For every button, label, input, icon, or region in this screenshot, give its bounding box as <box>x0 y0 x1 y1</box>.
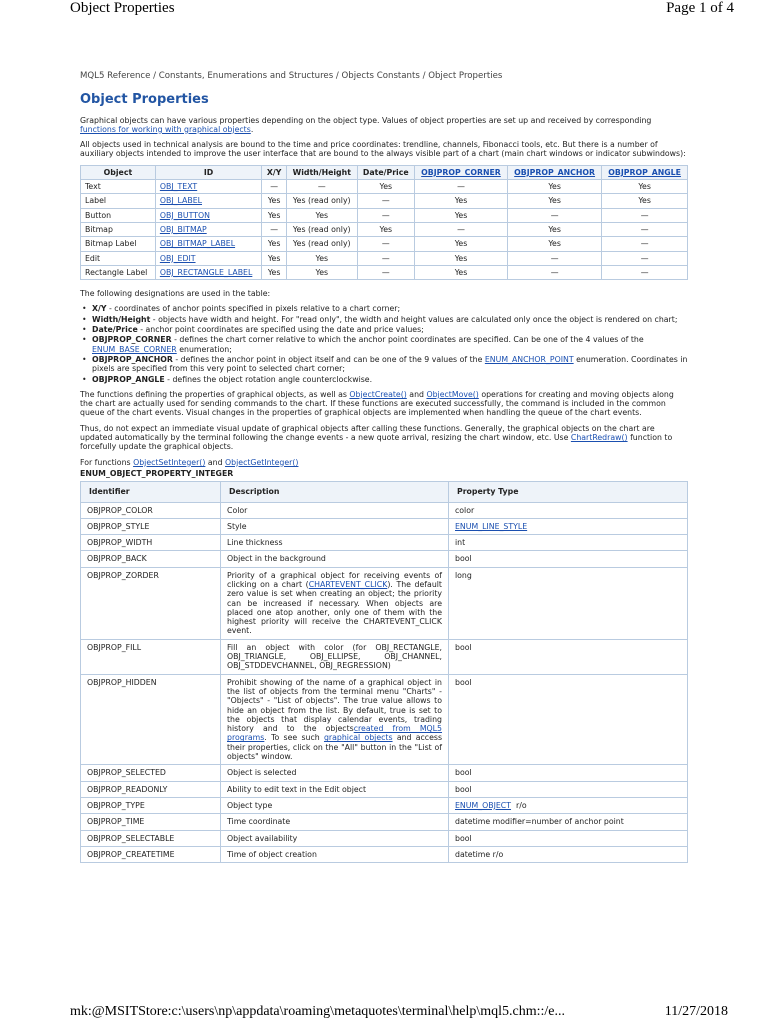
object-id-link[interactable]: OBJ_RECTANGLE_LABEL <box>159 267 253 277</box>
table-cell <box>155 265 261 279</box>
objects-table-header-cell: Width/Height <box>286 165 357 179</box>
table-row <box>81 502 688 518</box>
breadcrumb: MQL5 Reference / Constants, Enumerations and Structures / Objects Constants / Object Properties <box>80 71 503 81</box>
table-cell: — <box>415 180 508 194</box>
property-table-header-cell: Property Type <box>449 482 688 502</box>
table-row <box>81 846 688 862</box>
term: X/Y <box>92 304 107 314</box>
table-cell: Yes <box>415 265 508 279</box>
type-cell: bool <box>449 551 688 567</box>
description-link[interactable]: graphical objects <box>323 733 393 743</box>
description-cell: Style <box>221 518 449 534</box>
table-cell: Bitmap Label <box>81 237 156 251</box>
table-cell: — <box>602 222 688 236</box>
for-functions-line <box>80 458 688 467</box>
header-title: Object Properties <box>70 0 175 16</box>
type-link[interactable]: ENUM_OBJECT <box>455 800 512 810</box>
table-row <box>81 518 688 534</box>
table-cell: Bitmap <box>81 222 156 236</box>
table-cell: Yes <box>286 208 357 222</box>
table-cell: Yes <box>262 237 287 251</box>
table-cell: — <box>415 222 508 236</box>
objectmove-link[interactable]: ObjectMove() <box>426 389 479 399</box>
table-cell: — <box>602 251 688 265</box>
table-cell: Yes <box>357 222 414 236</box>
list-item <box>88 355 688 374</box>
table-cell: — <box>357 251 414 265</box>
table-cell: Yes <box>507 222 601 236</box>
definition: - anchor point coordinates are specified using the date and price values; <box>137 325 424 335</box>
table-cell: Yes <box>415 237 508 251</box>
description-cell: Object availability <box>221 830 449 846</box>
text: r/o <box>515 800 527 810</box>
table-cell: Yes <box>262 208 287 222</box>
type-cell: datetime r/o <box>449 846 688 862</box>
property-table <box>80 481 688 863</box>
definition-end: enumeration. Coordinates in pixels are specified from this very point to selected chart corner; <box>92 354 688 374</box>
table-cell: — <box>602 237 688 251</box>
table-cell: — <box>507 265 601 279</box>
identifier-cell: OBJPROP_WIDTH <box>81 535 221 551</box>
page-footer <box>0 1000 768 1024</box>
list-item <box>88 325 688 334</box>
objectsetinteger-link[interactable]: ObjectSetInteger() <box>133 457 206 467</box>
table-cell: Yes <box>262 194 287 208</box>
table-cell: — <box>602 265 688 279</box>
intro-text: Graphical objects can have various properties depending on the object type. Values of object properties are set up and received by corresponding <box>80 115 652 125</box>
text: The functions defining the properties of graphical objects, as well as <box>80 389 347 399</box>
objects-table <box>80 165 688 280</box>
term: OBJPROP_ANGLE <box>92 374 165 384</box>
table-cell: Edit <box>81 251 156 265</box>
text: ). The default zero value is set when creating an object; the priority can be increased if necessary. When objects are placed one atop another, only one of them with the highest priority will receive the CHARTEVENT_CLICK event. <box>227 579 442 636</box>
text: and <box>207 457 223 467</box>
object-id-link[interactable]: OBJ_BUTTON <box>159 210 210 220</box>
table-cell: — <box>507 208 601 222</box>
object-id-link[interactable]: OBJ_LABEL <box>159 196 203 206</box>
table-row <box>81 237 688 251</box>
identifier-cell: OBJPROP_READONLY <box>81 781 221 797</box>
enum-title: ENUM_OBJECT_PROPERTY_INTEGER <box>80 468 234 478</box>
objects-table-header <box>81 165 688 179</box>
text: function to forcefully update the graphical objects. <box>80 433 673 452</box>
text: For functions <box>80 457 131 467</box>
table-cell: Yes <box>357 180 414 194</box>
intro-paragraph-2: All objects used in technical analysis are bound to the time and price coordinates: trendline, channels, Fibonacci tools, etc. But there is a number of auxiliary objects intended to improve the user interface that are bound to the always visible part of a chart (main chart windows or indicator subwindows): <box>80 140 686 159</box>
identifier-cell: OBJPROP_TIME <box>81 814 221 830</box>
objectgetinteger-link[interactable]: ObjectGetInteger() <box>225 457 299 467</box>
objectcreate-link[interactable]: ObjectCreate() <box>349 389 407 399</box>
definition: - coordinates of anchor points specified in pixels relative to a chart corner; <box>106 304 401 314</box>
definition: - defines the anchor point in object itself and can be one of the 9 values of the <box>172 354 483 364</box>
object-id-link[interactable]: OBJ_EDIT <box>159 253 196 263</box>
description-link[interactable]: CHARTEVENT_CLICK <box>308 579 388 589</box>
header-link[interactable]: OBJPROP_ANGLE <box>608 167 681 177</box>
table-cell: — <box>357 237 414 251</box>
table-row <box>81 222 688 236</box>
header-link[interactable]: OBJPROP_CORNER <box>421 167 501 177</box>
objects-table-header-cell: ID <box>155 165 261 179</box>
table-cell: Yes <box>286 251 357 265</box>
term: Width/Height <box>92 314 151 324</box>
text: and access their properties, click on the "All" button in the "List of objects" window. <box>227 733 443 762</box>
type-cell: long <box>449 567 688 639</box>
functions-link[interactable]: functions for working with graphical objects <box>80 124 251 134</box>
objects-table-header-cell: Object <box>81 165 156 179</box>
property-table-header-cell: Description <box>221 482 449 502</box>
table-cell: Yes <box>602 180 688 194</box>
identifier-cell: OBJPROP_BACK <box>81 551 221 567</box>
type-cell <box>449 518 688 534</box>
table-row <box>81 194 688 208</box>
text: Priority of a graphical object for receiving events of clicking on a chart ( <box>227 570 442 589</box>
type-cell: int <box>449 535 688 551</box>
type-cell: bool <box>449 639 688 674</box>
table-cell <box>155 194 261 208</box>
list-item <box>88 335 688 354</box>
definition: - defines the object rotation angle counterclockwise. <box>164 374 373 384</box>
table-row <box>81 535 688 551</box>
table-cell: Yes (read only) <box>286 237 357 251</box>
table-cell: — <box>507 251 601 265</box>
term: OBJPROP_CORNER <box>92 335 172 345</box>
description-cell: Line thickness <box>221 535 449 551</box>
property-table-header <box>81 482 688 502</box>
table-cell <box>155 251 261 265</box>
table-cell: — <box>357 194 414 208</box>
page-header <box>0 0 768 24</box>
definition: - objects have width and height. For "read only", the width and height values are calculated only once the object is rendered on chart; <box>150 314 678 324</box>
table-row <box>81 814 688 830</box>
description-cell: Fill an object with color (for OBJ_RECTANGLE, OBJ_TRIANGLE, OBJ_ELLIPSE, OBJ_CHANNEL, OBJ_STDDEVCHANNEL, OBJ_REGRESSION) <box>221 639 449 674</box>
table-cell: Yes <box>415 208 508 222</box>
table-cell <box>155 222 261 236</box>
type-cell: color <box>449 502 688 518</box>
table-cell <box>155 180 261 194</box>
type-cell: datetime modifier=number of anchor point <box>449 814 688 830</box>
text: Thus, do not expect an immediate visual update of graphical objects after calling these functions. Generally, the graphical objects on the chart are updated automatically by the terminal following the change events - a new quote arrival, resizing the chart window, etc. Use <box>80 423 655 443</box>
identifier-cell: OBJPROP_HIDDEN <box>81 674 221 765</box>
objects-table-header-cell <box>507 165 601 179</box>
page-title: Object Properties <box>80 92 209 108</box>
chartredraw-link[interactable]: ChartRedraw() <box>570 433 628 443</box>
identifier-cell: OBJPROP_FILL <box>81 639 221 674</box>
description-cell: Object type <box>221 797 449 813</box>
objects-table-body <box>81 180 688 280</box>
table-row <box>81 208 688 222</box>
description-cell: Color <box>221 502 449 518</box>
table-cell: Yes (read only) <box>286 222 357 236</box>
table-row <box>81 781 688 797</box>
identifier-cell: OBJPROP_TYPE <box>81 797 221 813</box>
footer-path: mk:@MSITStore:c:\users\np\appdata\roaming\metaquotes\terminal\help\mql5.chm::/e... <box>70 1004 566 1019</box>
table-cell: — <box>286 180 357 194</box>
identifier-cell: OBJPROP_COLOR <box>81 502 221 518</box>
table-cell: Yes <box>415 251 508 265</box>
table-cell: Text <box>81 180 156 194</box>
table-cell: Yes (read only) <box>286 194 357 208</box>
object-id-link[interactable]: OBJ_BITMAP <box>159 224 207 234</box>
table-cell: Button <box>81 208 156 222</box>
table-row <box>81 639 688 674</box>
table-cell: Label <box>81 194 156 208</box>
functions-paragraph <box>80 390 688 418</box>
table-row <box>81 797 688 813</box>
term: OBJPROP_ANCHOR <box>92 354 173 364</box>
enum-link[interactable]: ENUM_BASE_CORNER <box>92 344 177 354</box>
table-cell <box>155 208 261 222</box>
header-link[interactable]: OBJPROP_ANCHOR <box>514 167 596 177</box>
description-cell: Time coordinate <box>221 814 449 830</box>
description-cell <box>221 674 449 765</box>
document-body <box>80 72 688 863</box>
list-item <box>88 375 688 384</box>
header-page-number: Page 1 of 4 <box>666 0 734 16</box>
table-cell: Yes <box>286 265 357 279</box>
term: Date/Price <box>92 325 138 335</box>
type-cell: bool <box>449 781 688 797</box>
definition: - defines the chart corner relative to which the anchor point coordinates are specified. Can be one of the 4 values of the <box>171 335 644 345</box>
table-row <box>81 180 688 194</box>
identifier-cell: OBJPROP_CREATETIME <box>81 846 221 862</box>
description-cell: Ability to edit text in the Edit object <box>221 781 449 797</box>
description-cell: Object is selected <box>221 765 449 781</box>
identifier-cell: OBJPROP_STYLE <box>81 518 221 534</box>
designations-intro: The following designations are used in the table: <box>80 289 271 299</box>
text: and <box>409 389 424 399</box>
text: . To see such <box>264 733 320 743</box>
property-table-body <box>81 502 688 863</box>
objects-table-header-cell <box>415 165 508 179</box>
table-row <box>81 265 688 279</box>
table-row <box>81 551 688 567</box>
object-id-link[interactable]: OBJ_BITMAP_LABEL <box>159 239 236 249</box>
table-cell: Rectangle Label <box>81 265 156 279</box>
description-cell: Time of object creation <box>221 846 449 862</box>
table-row <box>81 830 688 846</box>
table-cell <box>155 237 261 251</box>
identifier-cell: OBJPROP_SELECTED <box>81 765 221 781</box>
table-cell: Yes <box>507 194 601 208</box>
object-id-link[interactable]: OBJ_TEXT <box>159 182 198 192</box>
list-item <box>88 304 688 313</box>
table-cell: — <box>262 180 287 194</box>
type-cell: bool <box>449 830 688 846</box>
text: Prohibit showing of the name of a graphical object in the list of objects from the terminal menu "Charts" - "Objects" - "List of objects". The true value allows to hide an object from the list. By default, true is set to the objects that display calendar events, trading history and to the objects <box>227 677 442 734</box>
list-item <box>88 315 688 324</box>
type-link[interactable]: ENUM_LINE_STYLE <box>455 521 528 531</box>
table-cell: — <box>357 208 414 222</box>
objects-table-header-cell: Date/Price <box>357 165 414 179</box>
table-cell: Yes <box>415 194 508 208</box>
table-row <box>81 674 688 765</box>
type-cell <box>449 797 688 813</box>
objects-table-header-cell: X/Y <box>262 165 287 179</box>
property-table-header-cell: Identifier <box>81 482 221 502</box>
table-cell: Yes <box>507 237 601 251</box>
description-cell <box>221 567 449 639</box>
update-paragraph <box>80 424 688 452</box>
definition-end: enumeration; <box>176 344 232 354</box>
objects-table-header-cell <box>602 165 688 179</box>
table-cell: Yes <box>602 194 688 208</box>
table-cell: — <box>262 222 287 236</box>
table-cell: Yes <box>262 265 287 279</box>
identifier-cell: OBJPROP_ZORDER <box>81 567 221 639</box>
table-cell: — <box>357 265 414 279</box>
table-row <box>81 567 688 639</box>
table-cell: Yes <box>507 180 601 194</box>
table-cell: Yes <box>262 251 287 265</box>
type-cell: bool <box>449 765 688 781</box>
designations-list <box>80 304 688 383</box>
description-link[interactable]: created from MQL5 programs <box>227 724 442 743</box>
table-row <box>81 765 688 781</box>
description-cell: Object in the background <box>221 551 449 567</box>
text: operations for creating and moving objects along the chart are actually used for sending commands to the chart. If these functions are executed successfully, the command is included in the common queue of the chart events. Visual changes in the properties of graphical objects are implemented when handling the queue of the chart events. <box>80 389 674 418</box>
table-cell: — <box>602 208 688 222</box>
footer-date: 11/27/2018 <box>664 1004 728 1019</box>
identifier-cell: OBJPROP_SELECTABLE <box>81 830 221 846</box>
enum-link[interactable]: ENUM_ANCHOR_POINT <box>484 354 574 364</box>
table-row <box>81 251 688 265</box>
intro-paragraph: Graphical objects can have various properties depending on the object type. Values of object properties are set up and received by corresponding functions for working with graphical objects. <box>80 115 652 134</box>
type-cell: bool <box>449 674 688 765</box>
